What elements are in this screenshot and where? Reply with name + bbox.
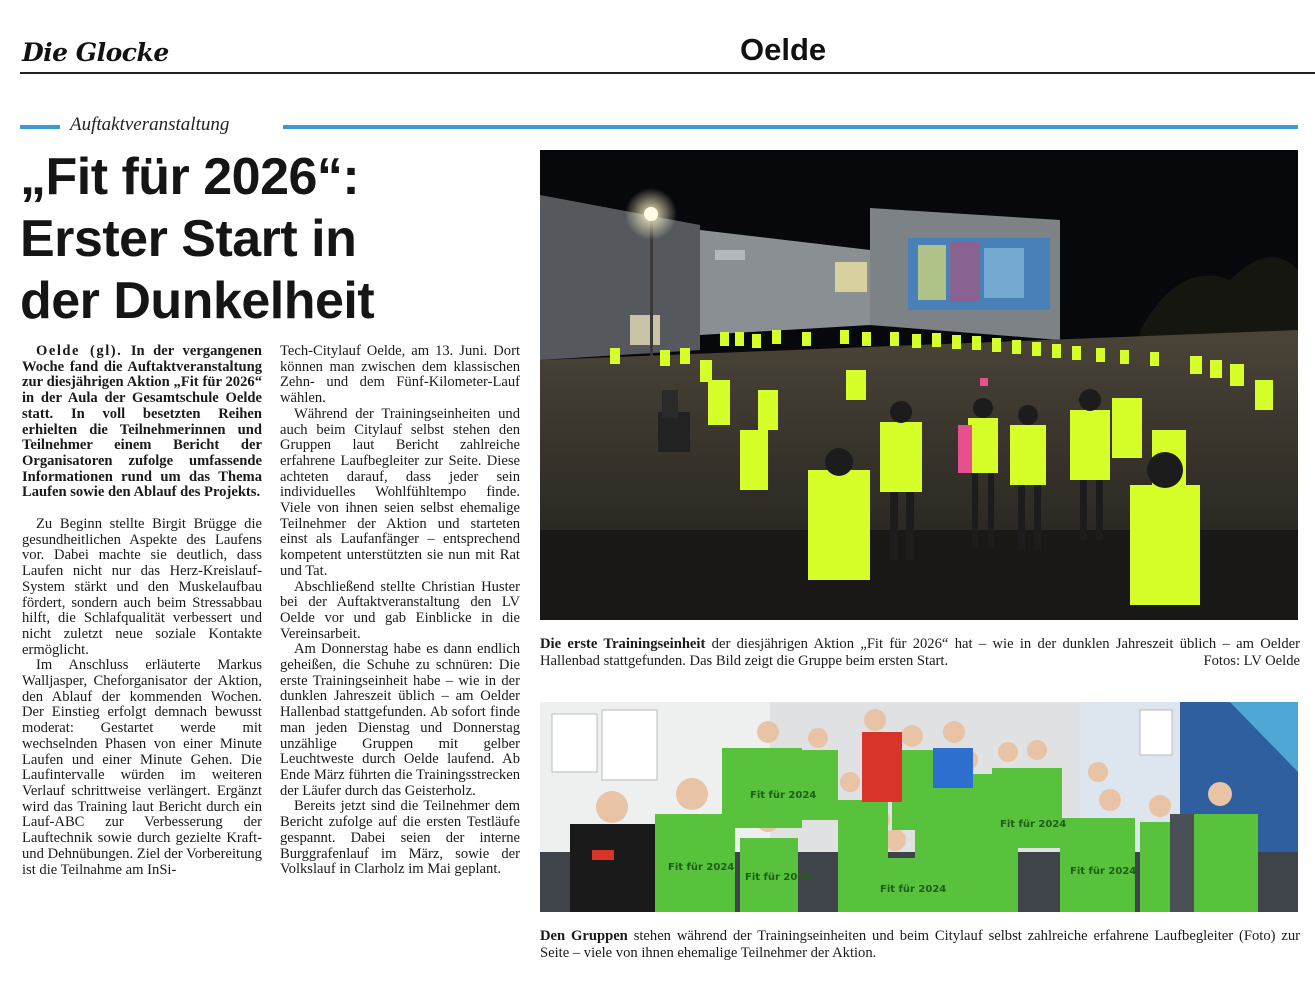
masthead-rule <box>20 72 1315 74</box>
photo-caption-2 <box>540 928 1300 961</box>
body-paragraph: Bereits jetzt sind die Teilnehmer dem Bericht zufolge auf die ersten Testläufe gespannt. Dabei seien der interne Burggrafenlauf im März, sowie der Volkslauf in Clarholz im Mai geplant. <box>280 798 520 878</box>
kicker-line-right <box>283 125 1298 129</box>
headline-line-2: Erster Start in <box>20 210 357 268</box>
shirt-print-6: Fit für 2024 <box>880 884 947 895</box>
body-paragraph: Im Anschluss erläuterte Markus Walljasper, Cheforganisator der Aktion, den Ablauf der kommenden Wochen. Der Einstieg erfolgt demnach bewusst moderat: Gestartet werde mit wechselnden Phasen von einer Minute Laufen und einer Minute Gehen. Die Laufintervalle würden im weiteren Verlauf schrittweise verlängert. Ergänzt wird das Training laut Bericht durch ein Lauf-ABC zur Verbesserung der Lauftechnik sowie durch gezielte Kraft- und Dehnübungen. Ziel der Vorbereitung ist die Teilnahme am InSi- <box>22 657 262 878</box>
body-paragraph-continued: Tech-Citylauf Oelde, am 13. Juni. Dort können man zwischen dem klassischen Zehn- und dem Fünf-Kilometer-Lauf wählen. <box>280 343 520 407</box>
body-paragraph: Am Donnerstag habe es dann endlich geheißen, die Schuhe zu schnüren: Die erste Trainingseinheit habe – wie in der dunklen Jahreszeit üblich – am Oelder Hallenbad stattgefunden. Ab sofort finde man jeden Dienstag und Donnerstag unzählige Gruppen mit gelber Leuchtweste durch Oelde laufend. Ab Ende März führten die Trainingsstrecken der Läufer durch das Geisterholz. <box>280 641 520 799</box>
caption-2-text: stehen während der Trainingseinheiten und beim Citylauf selbst zahlreiche erfahrene Laufbegleiter (Foto) zur Seite – viele von ihnen ehemalige Teilnehmer der Aktion. <box>540 928 1300 961</box>
lead-text: In der vergangenen Woche fand die Auftaktveranstaltung zur diesjährigen Aktion „Fit für 2026“ in der Aula der Gesamtschule Oelde statt. In voll besetzten Reihen erhielten die Teilnehmerinnen und Teilnehmer einem Bericht der Organisatoren zufolge umfassende Informationen rund um das Thema Laufen sowie den Ablauf des Projekts. <box>22 343 262 501</box>
caption-2-bold: Den Gruppen <box>540 928 628 944</box>
photo-night-training <box>540 150 1298 620</box>
group-scene-illustration <box>540 702 1298 912</box>
body-paragraph: Zu Beginn stellte Birgit Brügge die gesundheitlichen Aspekte des Laufens vor. Dabei machte sie deutlich, dass Laufen nicht nur das Herz-Kreislauf-System stärkt und den Muskelaufbau fördert, sondern auch beim Stressabbau hilft, die Schlafqualität verbessert und nicht zuletzt neue soziale Kontakte ermöglicht. <box>22 516 262 658</box>
shirt-print-5: Fit für 2024 <box>745 872 812 883</box>
shirt-print-3: Fit für 2024 <box>1000 819 1067 830</box>
photo-caption-1 <box>540 636 1300 669</box>
body-paragraph: Während der Trainingseinheiten und auch beim Citylauf selbst stehen den Gruppen laut Bericht zahlreiche erfahrene Laufbegleiter zur Seite. Diese achteten darauf, dass jeder sein individuelles Wohlfühltempo finde. Viele von ihnen seien selbst ehemalige Teilnehmer der Aktion und starteten einst als Laufanfänger – entsprechend kompetent unterstützten sie nun mit Rat und Tat. <box>280 405 520 579</box>
headline-line-1: „Fit für 2026“: <box>20 148 360 206</box>
article-headline <box>20 146 530 332</box>
article-column-2 <box>280 344 520 878</box>
shirt-print-4: Fit für 2024 <box>1070 866 1137 877</box>
article-kicker: Auftaktveranstaltung <box>70 114 230 135</box>
dateline: Oelde (gl). <box>36 343 123 359</box>
shirt-print-1: Fit für 2024 <box>750 790 817 801</box>
article-column-1 <box>22 344 262 878</box>
body-paragraph: Abschließend stellte Christian Huster bei der Auftaktveranstaltung den LV Oelde vor und gab Einblicke in die Vereinsarbeit. <box>280 578 520 642</box>
photo-credit: Fotos: LV Oelde <box>1203 652 1300 669</box>
caption-1-text: der diesjährigen Aktion „Fit für 2026“ hat – wie in der dunklen Jahreszeit üblich – am Oelder Hallenbad stattgefunden. Das Bild zeigt die Gruppe beim ersten Start. <box>540 636 1300 669</box>
night-scene-illustration <box>540 150 1298 620</box>
newspaper-logo: Die Glocke <box>22 38 169 67</box>
photo-group-pacers <box>540 702 1298 912</box>
shirt-print-2: Fit für 2024 <box>668 862 735 873</box>
headline-line-3: der Dunkelheit <box>20 272 375 330</box>
kicker-line-left <box>20 125 60 129</box>
lead-paragraph <box>22 344 262 501</box>
section-title: Oelde <box>740 32 827 67</box>
caption-1-bold: Die erste Trainingseinheit <box>540 636 706 652</box>
